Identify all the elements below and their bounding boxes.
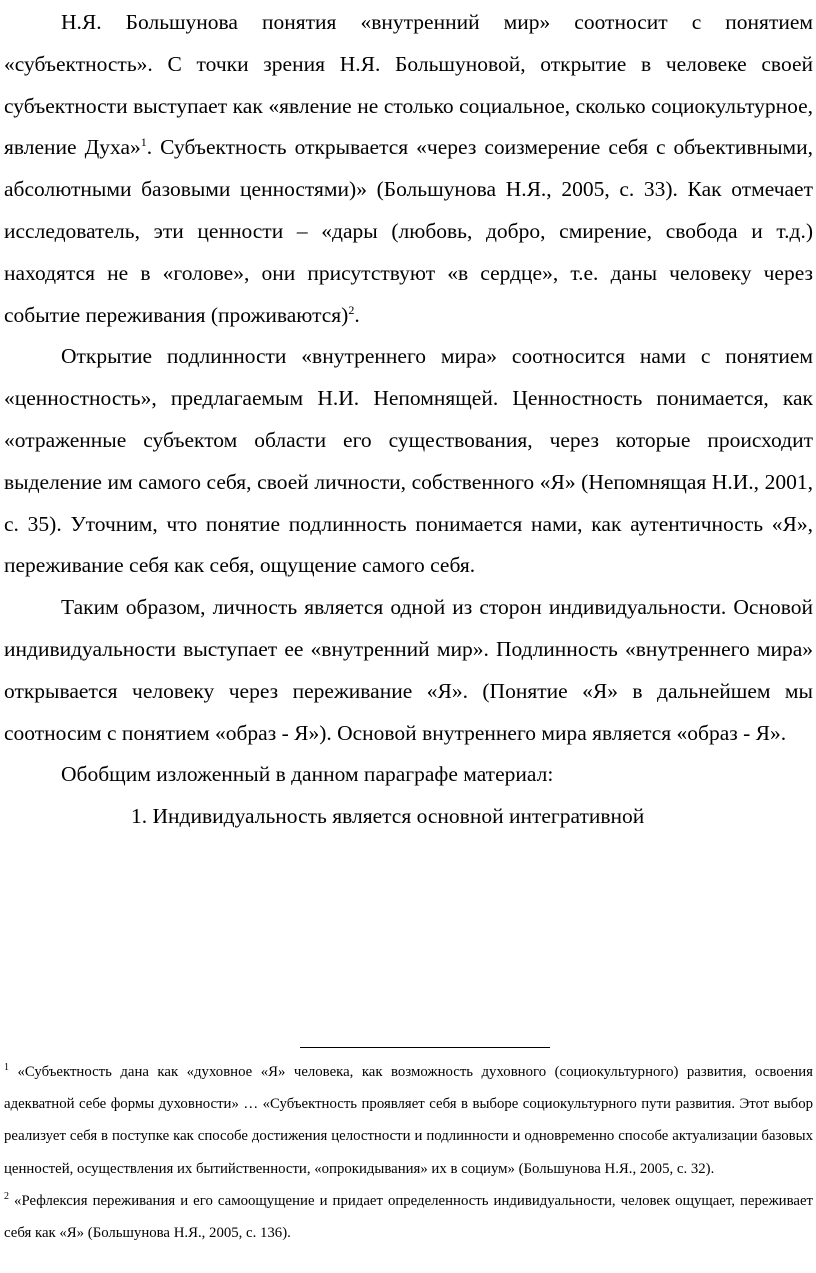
main-text (4, 2, 813, 838)
footnote-mark-2: 2 (4, 1190, 9, 1202)
footnote-2 (4, 1185, 813, 1249)
paragraph-1-text-a: Н.Я. Большунова понятия «внутренний мир» соотносит с понятием «субъектность». С точки зрения Н.Я. Большуновой, открытие в человеке своей субъектности выступает как «явление не столько социальное, сколько социокультурное, явление Духа» (4, 10, 813, 160)
paragraph-2: Открытие подлинности «внутреннего мира» соотносится нами с понятием «ценностность», предлагаемым Н.И. Непомнящей. Ценностность понимается, как «отраженные субъектом области его существования, через которые происходит выделение им самого себя, своей личности, собственного «Я» (Непомнящая Н.И., 2001, с. 35). Уточним, что понятие подлинность понимается нами, как аутентичность «Я», переживание себя как себя, ощущение самого себя. (4, 344, 813, 578)
paragraph-1-text-c: . (354, 302, 360, 327)
footnote-1 (4, 1056, 813, 1185)
footnote-ref-1[interactable]: 1 (140, 135, 147, 150)
footnote-2-text: «Рефлексия переживания и его самоощущение и придает определенность индивидуальности, человек ощущает, переживает себя как «Я» (Большунова Н.Я., 2005, с. 136). (4, 1192, 813, 1242)
paragraph-1-text-b: . Субъектность открывается «через соизмерение себя с объективными, абсолютными базовыми ценностями)» (Большунова Н.Я., 2005, с. 33). Как отмечает исследователь, эти ценности – «дары (любовь, добро, смирение, свобода и т.д.) находятся не в «голове», они присутствуют «в сердце», т.е. даны человеку через событие переживания (проживаются) (4, 135, 813, 327)
list-item-1: 1. Индивидуальность является основной интегративной (131, 804, 645, 829)
footnote-mark-1: 1 (4, 1062, 9, 1074)
paragraph-1 (4, 2, 813, 336)
footnote-ref-2[interactable]: 2 (348, 302, 355, 317)
paragraph-3: Таким образом, личность является одной из сторон индивидуальности. Основой индивидуальности выступает ее «внутренний мир». Подлинность «внутреннего мира» открывается человеку через переживание «Я». (Понятие «Я» в дальнейшем мы соотносим с понятием «образ - Я»). Основой внутреннего мира является «образ - Я». (4, 595, 813, 745)
paragraph-4: Обобщим изложенный в данном параграфе материал: (61, 762, 554, 787)
footnote-1-text: «Субъектность дана как «духовное «Я» человека, как возможность духовного (социокультурного) развития, освоения адекватной себе формы духовности» … «Субъектность проявляет себя в выборе социокультурного пути развития. Этот выбор реализует себя в поступке как способе достижения целостности и подлинности и одновременно способе актуализации базовых ценностей, осуществления их бытийственности, «опрокидывания» их в социум» (Большунова Н.Я., 2005, с. 32). (4, 1064, 813, 1177)
footnotes (4, 1056, 813, 1249)
footnote-separator (300, 1047, 550, 1048)
